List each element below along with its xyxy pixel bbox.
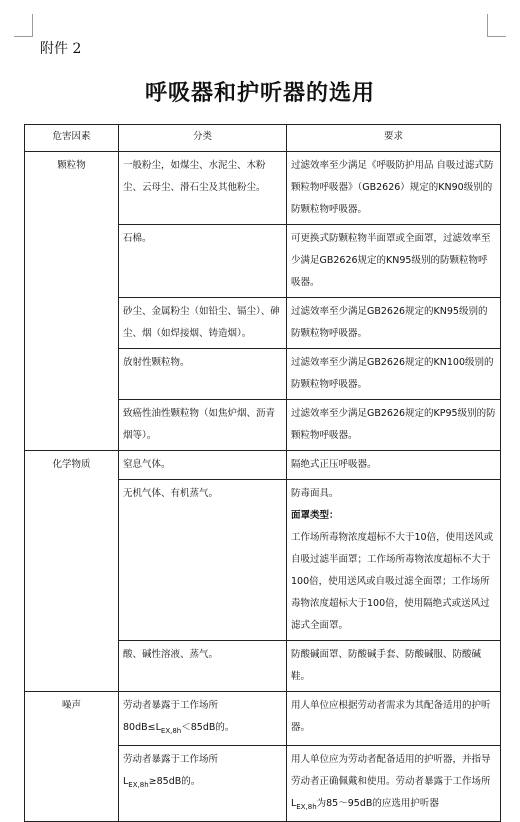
header-hazard: 危害因素 bbox=[25, 125, 119, 152]
mask-type-text: 工作场所毒物浓度超标不大于10倍，使用送风或自吸过滤半面罩；工作场所毒物浓度超标不大于100倍，使用送风或自吸过滤全面罩；工作场所毒物浓度超标大于100倍，使用隔绝式或送风过滤式全面罩。 bbox=[291, 532, 494, 631]
category-cell: 砂尘、金属粉尘（如铅尘、镉尘）、砷尘、烟（如焊接烟、铸造烟）。 bbox=[119, 298, 287, 349]
category-cell bbox=[119, 745, 287, 821]
attachment-label: 附件 2 bbox=[40, 41, 82, 57]
hazard-chemical: 化学物质 bbox=[25, 451, 119, 692]
crop-mark-top-right bbox=[487, 14, 506, 37]
mask-type-label: 面罩类型： bbox=[291, 510, 339, 521]
category-cell: 一般粉尘，如煤尘、水泥尘、木粉尘、云母尘、滑石尘及其他粉尘。 bbox=[119, 152, 287, 225]
category-cell: 放射性颗粒物。 bbox=[119, 349, 287, 400]
noise-category-line1: 劳动者暴露于工作场所 bbox=[123, 700, 219, 711]
table-row bbox=[25, 451, 501, 480]
table-header-row bbox=[25, 125, 501, 152]
requirement-cell: 隔绝式正压呼吸器。 bbox=[287, 451, 501, 480]
gas-mask-label: 防毒面具。 bbox=[291, 488, 339, 499]
noise-category-line2: $80dB\le L_{EX,8h}<85dB$的。 bbox=[123, 722, 235, 735]
header-category: 分类 bbox=[119, 125, 287, 152]
requirement-cell: 防酸碱面罩、防酸碱手套、防酸碱服、防酸碱鞋。 bbox=[287, 641, 501, 692]
category-cell: 酸、碱性溶液、蒸气。 bbox=[119, 641, 287, 692]
requirement-cell: 过滤效率至少满足《呼吸防护用品 自吸过滤式防颗粒物呼吸器》（GB2626）规定的KN90级别的防颗粒物呼吸器。 bbox=[287, 152, 501, 225]
noise-category-line2: $L_{EX,8h}\ge 85dB$的。 bbox=[123, 775, 201, 789]
requirement-cell bbox=[287, 480, 501, 641]
table-row bbox=[25, 152, 501, 225]
category-cell: 无机气体、有机蒸气。 bbox=[119, 480, 287, 641]
hazard-noise: 噪声 bbox=[25, 692, 119, 822]
requirement-cell: 用人单位应为劳动者配备适用的护听器，并指导劳动者正确佩戴和使用。劳动者暴露于工作场所$L_{EX,8h}$为85～95dB的应选用护听器 bbox=[287, 745, 501, 821]
requirement-cell: 用人单位应根据劳动者需求为其配备适用的护听器。 bbox=[287, 692, 501, 746]
category-cell bbox=[119, 692, 287, 746]
requirement-cell: 过滤效率至少满足GB2626规定的KN95级别的防颗粒物呼吸器。 bbox=[287, 298, 501, 349]
requirement-cell: 过滤效率至少满足GB2626规定的KP95级别的防颗粒物呼吸器。 bbox=[287, 400, 501, 451]
hazard-particulate: 颗粒物 bbox=[25, 152, 119, 451]
crop-mark-top-left bbox=[14, 14, 33, 37]
requirement-cell: 过滤效率至少满足GB2626规定的KN100级别的防颗粒物呼吸器。 bbox=[287, 349, 501, 400]
document-title: 呼吸器和护听器的选用 bbox=[144, 80, 375, 106]
category-cell: 致癌性油性颗粒物（如焦炉烟、沥青烟等）。 bbox=[119, 400, 287, 451]
table-row bbox=[25, 692, 501, 746]
header-requirement: 要求 bbox=[287, 125, 501, 152]
category-cell: 窒息气体。 bbox=[119, 451, 287, 480]
requirement-cell: 可更换式防颗粒物半面罩或全面罩，过滤效率至少满足GB2626规定的KN95级别的防颗粒物呼吸器。 bbox=[287, 225, 501, 298]
category-cell: 石棉。 bbox=[119, 225, 287, 298]
noise-category-line1: 劳动者暴露于工作场所 bbox=[123, 753, 219, 765]
respirator-table bbox=[24, 124, 501, 822]
